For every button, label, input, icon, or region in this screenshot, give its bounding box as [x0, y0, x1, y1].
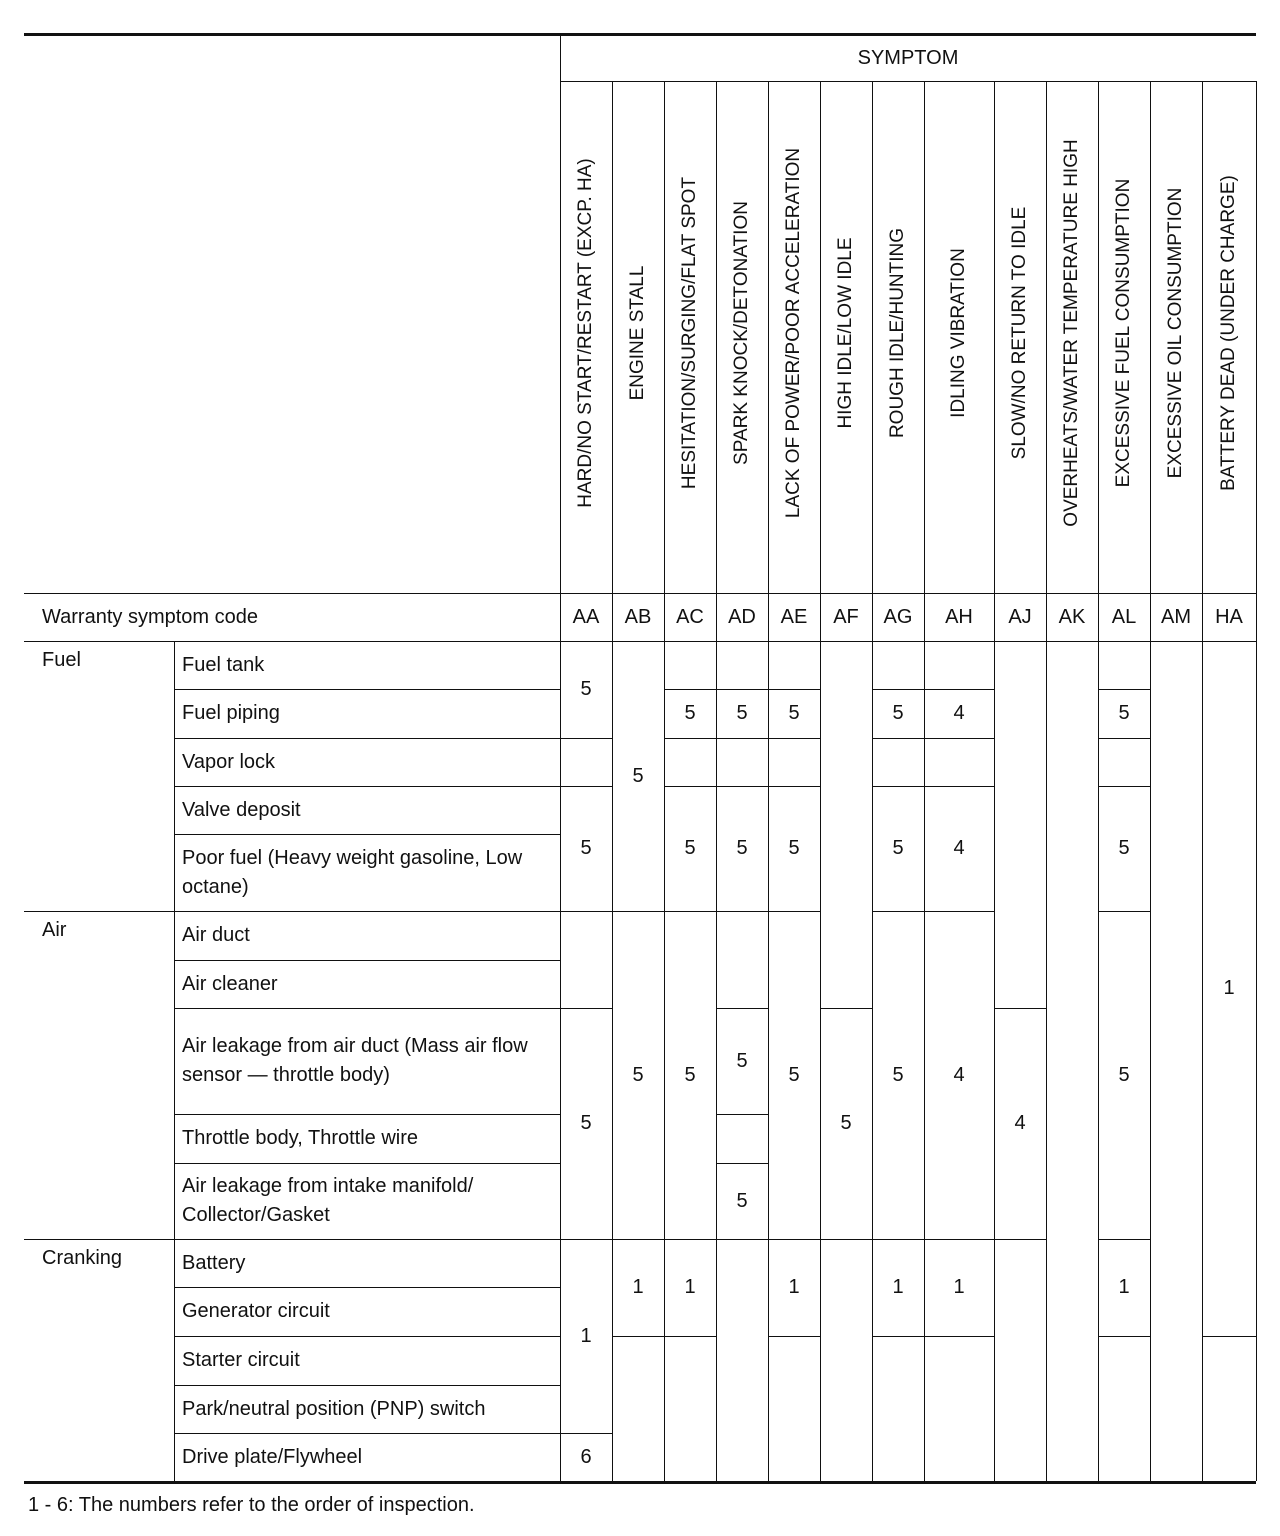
matrix-cell: 5: [632, 764, 644, 787]
column-divider: [1256, 81, 1257, 1481]
matrix-cell: [716, 1114, 768, 1163]
matrix-cell: [1098, 641, 1150, 689]
matrix-cell-top-rule: [560, 1008, 612, 1009]
matrix-cell: [1202, 1336, 1256, 1481]
matrix-cell: [994, 641, 1046, 1008]
matrix-cell-top-rule: [1098, 1336, 1150, 1337]
row-label: Air leakage from air duct (Mass air flow sensor — throttle body): [182, 1035, 528, 1086]
row-label: Throttle body, Throttle wire: [182, 1127, 419, 1149]
matrix-cell-top-rule: [664, 786, 716, 787]
matrix-cell: [716, 641, 768, 689]
row-label: Vapor lock: [182, 750, 276, 773]
matrix-cell-top-rule: [716, 1008, 768, 1009]
matrix-cell: 4: [1014, 1112, 1026, 1134]
column-header-ag: ROUGH IDLE/HUNTING: [887, 227, 908, 439]
matrix-cell-top-rule: [664, 689, 716, 690]
matrix-cell: [664, 1336, 716, 1481]
code-aa: AA: [572, 605, 600, 628]
row-label: Park/neutral position (PNP) switch: [182, 1397, 486, 1420]
matrix-cell: [612, 1336, 664, 1481]
matrix-cell: 1: [1223, 977, 1235, 999]
code-al: AL: [1111, 605, 1137, 628]
matrix-cell-top-rule: [924, 689, 994, 690]
row-separator: [174, 738, 560, 739]
code-ac: AC: [676, 605, 704, 628]
row-separator: [174, 1385, 560, 1386]
matrix-cell-top-rule: [716, 786, 768, 787]
group-label-air: Air: [42, 919, 67, 941]
matrix-cell-top-rule: [1098, 786, 1150, 787]
matrix-cell: 4: [953, 837, 965, 859]
matrix-cell-top-rule: [924, 911, 994, 912]
matrix-cell: 4: [953, 1063, 965, 1086]
row-label: Generator circuit: [182, 1300, 330, 1322]
matrix-cell-top-rule: [820, 1008, 872, 1009]
matrix-cell-top-rule: [612, 1336, 664, 1337]
matrix-cell: [716, 911, 768, 1008]
code-ad: AD: [728, 605, 756, 628]
matrix-cell: 5: [684, 837, 696, 859]
matrix-cell: [820, 641, 872, 1008]
code-am: AM: [1161, 605, 1191, 628]
column-header-ha: BATTERY DEAD (UNDER CHARGE): [1218, 175, 1239, 491]
matrix-cell: 5: [684, 1063, 696, 1086]
matrix-cell-top-rule: [612, 1239, 664, 1240]
code-af: AF: [833, 605, 859, 628]
symptom-header: SYMPTOM: [857, 46, 959, 69]
matrix-cell: 4: [953, 702, 965, 724]
matrix-cell: 5: [736, 1049, 748, 1072]
matrix-cell: 5: [736, 1189, 748, 1212]
matrix-cell-top-rule: [1098, 1239, 1150, 1240]
matrix-cell-top-rule: [872, 689, 924, 690]
matrix-cell: 5: [736, 837, 748, 859]
row-label: Air leakage from intake manifold/ Collector/Gasket: [182, 1175, 474, 1226]
matrix-cell-top-rule: [872, 1239, 924, 1240]
row-label: Drive plate/Flywheel: [182, 1445, 363, 1468]
column-header-ad: SPARK KNOCK/DETONATION: [731, 201, 752, 465]
row-separator: [174, 834, 560, 835]
column-header-am: EXCESSIVE OIL CONSUMPTION: [1165, 187, 1186, 479]
matrix-cell: [560, 738, 612, 786]
matrix-cell: [1098, 1336, 1150, 1481]
matrix-cell: 5: [684, 702, 696, 724]
matrix-cell-top-rule: [664, 738, 716, 739]
matrix-cell: 5: [1118, 702, 1130, 724]
matrix-cell: [872, 641, 924, 689]
code-ak: AK: [1058, 605, 1086, 628]
matrix-cell: [1098, 738, 1150, 786]
matrix-cell: 5: [580, 1112, 592, 1134]
matrix-cell-top-rule: [1098, 738, 1150, 739]
matrix-cell-top-rule: [768, 1336, 820, 1337]
row-separator: [174, 1433, 560, 1434]
matrix-cell-top-rule: [872, 738, 924, 739]
row-label: Starter circuit: [182, 1349, 300, 1371]
matrix-cell: 5: [788, 702, 800, 724]
matrix-cell-top-rule: [820, 1239, 872, 1240]
row-separator: [174, 786, 560, 787]
matrix-cell: 5: [788, 837, 800, 859]
matrix-cell-top-rule: [924, 786, 994, 787]
matrix-cell: [768, 738, 820, 786]
row-separator: [174, 1114, 560, 1115]
matrix-cell: 1: [580, 1324, 592, 1347]
matrix-cell-top-rule: [1202, 1336, 1256, 1337]
row-separator: [174, 1008, 560, 1009]
matrix-cell-top-rule: [612, 911, 664, 912]
matrix-cell-top-rule: [560, 1239, 612, 1240]
matrix-cell: [872, 1336, 924, 1481]
row-label: Air duct: [182, 924, 250, 946]
matrix-cell: [664, 738, 716, 786]
matrix-cell-top-rule: [768, 911, 820, 912]
matrix-cell-top-rule: [924, 1239, 994, 1240]
matrix-cell: [1150, 641, 1202, 1481]
matrix-cell-top-rule: [1098, 911, 1150, 912]
column-header-ah: IDLING VIBRATION: [948, 248, 969, 418]
matrix-cell: [560, 911, 612, 1008]
matrix-cell-top-rule: [768, 1239, 820, 1240]
matrix-cell: 5: [1118, 1063, 1130, 1086]
column-header-aj: SLOW/NO RETURN TO IDLE: [1009, 206, 1030, 460]
table-bottom-rule: [24, 1481, 1256, 1484]
matrix-cell-top-rule: [664, 1336, 716, 1337]
code-ha: HA: [1215, 605, 1243, 628]
matrix-cell-top-rule: [560, 911, 612, 912]
code-ae: AE: [780, 605, 808, 628]
row-label: Battery: [182, 1251, 246, 1274]
column-header-af: HIGH IDLE/LOW IDLE: [835, 237, 856, 429]
row-label: Fuel tank: [182, 653, 265, 676]
matrix-cell-top-rule: [716, 1114, 768, 1115]
matrix-cell-top-rule: [768, 738, 820, 739]
matrix-cell: 6: [580, 1445, 592, 1468]
matrix-cell: [716, 1239, 768, 1481]
code-ab: AB: [624, 605, 652, 628]
matrix-cell: 5: [580, 678, 592, 700]
matrix-cell: 1: [632, 1276, 644, 1298]
matrix-cell-top-rule: [1098, 689, 1150, 690]
matrix-cell: 1: [684, 1276, 696, 1298]
matrix-cell: [768, 641, 820, 689]
matrix-cell: 1: [953, 1276, 965, 1298]
matrix-cell-top-rule: [716, 1239, 768, 1240]
matrix-cell-top-rule: [768, 786, 820, 787]
code-ah: AH: [945, 605, 973, 628]
matrix-cell: 1: [892, 1276, 904, 1298]
matrix-cell: [872, 738, 924, 786]
matrix-cell-top-rule: [716, 738, 768, 739]
matrix-cell: 5: [736, 702, 748, 724]
matrix-cell: [664, 641, 716, 689]
matrix-cell: 5: [892, 702, 904, 724]
column-header-ac: HESITATION/SURGING/FLAT SPOT: [679, 176, 700, 490]
matrix-cell: 1: [788, 1276, 800, 1298]
matrix-cell: [924, 641, 994, 689]
matrix-cell-top-rule: [560, 738, 612, 739]
column-header-ab: ENGINE STALL: [627, 265, 648, 401]
column-header-aa: HARD/NO START/RESTART (EXCP. HA): [575, 158, 596, 508]
matrix-cell-top-rule: [664, 911, 716, 912]
matrix-cell-top-rule: [924, 1336, 994, 1337]
matrix-cell: [1046, 641, 1098, 1481]
matrix-cell-top-rule: [664, 1239, 716, 1240]
row-separator: [174, 1163, 560, 1164]
matrix-cell: 5: [892, 1063, 904, 1086]
matrix-cell-top-rule: [716, 689, 768, 690]
matrix-cell: 5: [580, 837, 592, 859]
matrix-cell: 5: [840, 1112, 852, 1134]
matrix-cell-top-rule: [716, 911, 768, 912]
matrix-cell-top-rule: [872, 786, 924, 787]
matrix-cell: [924, 738, 994, 786]
matrix-cell: [994, 1239, 1046, 1481]
row-label: Air cleaner: [182, 972, 278, 995]
row-label: Fuel piping: [182, 702, 280, 724]
row-separator: [174, 1336, 560, 1337]
matrix-cell: [768, 1336, 820, 1481]
group-label-fuel: Fuel: [42, 649, 81, 671]
matrix-cell-top-rule: [716, 1163, 768, 1164]
row-label: Poor fuel (Heavy weight gasoline, Low octane): [182, 846, 523, 898]
matrix-cell: [820, 1239, 872, 1481]
matrix-cell-top-rule: [872, 911, 924, 912]
matrix-cell-top-rule: [924, 738, 994, 739]
column-header-ak: OVERHEATS/WATER TEMPERATURE HIGH: [1061, 139, 1082, 527]
column-header-ae: LACK OF POWER/POOR ACCELERATION: [783, 147, 804, 519]
column-header-al: EXCESSIVE FUEL CONSUMPTION: [1113, 178, 1134, 488]
matrix-cell: 5: [1118, 837, 1130, 859]
matrix-cell: [924, 1336, 994, 1481]
matrix-cell-top-rule: [872, 1336, 924, 1337]
matrix-cell: 5: [788, 1063, 800, 1086]
matrix-cell-top-rule: [560, 786, 612, 787]
matrix-cell-top-rule: [560, 1433, 612, 1434]
row-separator: [174, 689, 560, 690]
matrix-cell-top-rule: [994, 1008, 1046, 1009]
matrix-cell-top-rule: [768, 689, 820, 690]
code-ag: AG: [883, 605, 913, 628]
matrix-cell-top-rule: [994, 1239, 1046, 1240]
matrix-cell: [716, 738, 768, 786]
matrix-cell: 1: [1118, 1276, 1130, 1298]
footnote: 1 - 6: The numbers refer to the order of inspection.: [28, 1494, 475, 1516]
row-separator: [174, 960, 560, 961]
matrix-cell: 5: [632, 1063, 644, 1086]
code-aj: AJ: [1008, 605, 1032, 628]
row-label: Valve deposit: [182, 798, 301, 821]
warranty-symptom-code-label: Warranty symptom code: [42, 605, 258, 628]
matrix-cell: 5: [892, 837, 904, 859]
group-label-cranking: Cranking: [42, 1247, 123, 1269]
row-separator: [174, 1287, 560, 1288]
